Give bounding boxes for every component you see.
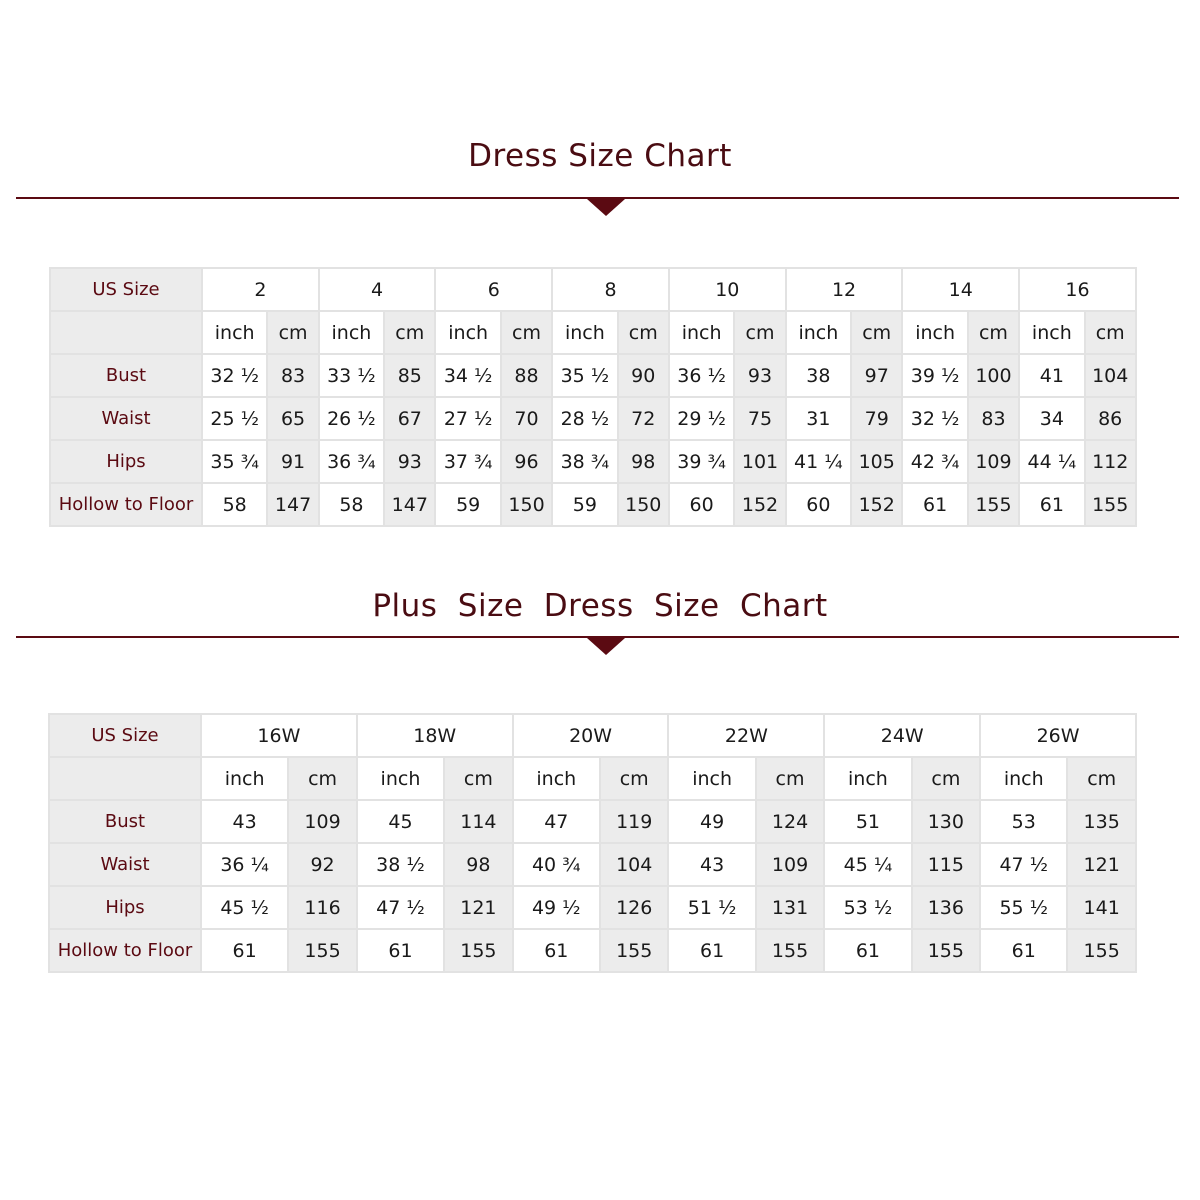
size-header-row (49, 714, 1136, 757)
measurement-row (49, 929, 1136, 972)
inch-value: 51 (824, 800, 911, 843)
inch-value: 61 (668, 929, 755, 972)
size-column-header: 10 (669, 268, 786, 311)
cm-value: 155 (600, 929, 669, 972)
cm-value: 155 (1085, 483, 1136, 526)
size-column-header: 12 (786, 268, 903, 311)
cm-value: 147 (267, 483, 318, 526)
measurement-row (50, 483, 1136, 526)
inch-value: 38 ¾ (552, 440, 617, 483)
cm-value: 86 (1085, 397, 1136, 440)
cm-value: 105 (851, 440, 902, 483)
divider-pointer (587, 638, 625, 655)
empty-label-cell (50, 311, 202, 354)
cm-value: 98 (444, 843, 513, 886)
cm-value: 155 (1067, 929, 1136, 972)
measurement-label: Waist (50, 397, 202, 440)
inch-value: 39 ¾ (669, 440, 734, 483)
inch-value: 25 ½ (202, 397, 267, 440)
unit-cm-header: cm (1067, 757, 1136, 800)
inch-value: 35 ¾ (202, 440, 267, 483)
cm-value: 114 (444, 800, 513, 843)
cm-value: 141 (1067, 886, 1136, 929)
unit-inch-header: inch (669, 311, 734, 354)
inch-value: 31 (786, 397, 851, 440)
cm-value: 155 (444, 929, 513, 972)
measurement-row (49, 886, 1136, 929)
cm-value: 116 (288, 886, 357, 929)
inch-value: 41 ¼ (786, 440, 851, 483)
inch-value: 59 (435, 483, 500, 526)
inch-value: 58 (202, 483, 267, 526)
inch-value: 36 ¼ (201, 843, 288, 886)
measurement-row (50, 397, 1136, 440)
unit-inch-header: inch (435, 311, 500, 354)
cm-value: 155 (756, 929, 825, 972)
cm-value: 109 (756, 843, 825, 886)
unit-cm-header: cm (288, 757, 357, 800)
cm-value: 75 (734, 397, 785, 440)
inch-value: 61 (513, 929, 600, 972)
cm-value: 124 (756, 800, 825, 843)
size-column-header: 16W (201, 714, 357, 757)
us-size-label: US Size (49, 714, 201, 757)
cm-value: 135 (1067, 800, 1136, 843)
cm-value: 104 (600, 843, 669, 886)
measurement-label: Bust (49, 800, 201, 843)
inch-value: 51 ½ (668, 886, 755, 929)
cm-value: 100 (968, 354, 1019, 397)
inch-value: 61 (824, 929, 911, 972)
cm-value: 109 (968, 440, 1019, 483)
cm-value: 90 (618, 354, 669, 397)
measurement-label: Waist (49, 843, 201, 886)
cm-value: 155 (288, 929, 357, 972)
cm-value: 121 (444, 886, 513, 929)
plus-size-chart-title: Plus Size Dress Size Chart (372, 588, 828, 624)
measurement-row (50, 354, 1136, 397)
inch-value: 58 (319, 483, 384, 526)
size-header-row (50, 268, 1136, 311)
unit-inch-header: inch (552, 311, 617, 354)
cm-value: 109 (288, 800, 357, 843)
size-column-header: 6 (435, 268, 552, 311)
cm-value: 104 (1085, 354, 1136, 397)
cm-value: 96 (501, 440, 552, 483)
size-column-header: 24W (824, 714, 980, 757)
cm-value: 101 (734, 440, 785, 483)
cm-value: 93 (734, 354, 785, 397)
unit-inch-header: inch (357, 757, 444, 800)
unit-cm-header: cm (618, 311, 669, 354)
cm-value: 70 (501, 397, 552, 440)
us-size-label: US Size (50, 268, 202, 311)
inch-value: 28 ½ (552, 397, 617, 440)
size-column-header: 8 (552, 268, 669, 311)
inch-value: 55 ½ (980, 886, 1067, 929)
cm-value: 150 (501, 483, 552, 526)
inch-value: 47 ½ (357, 886, 444, 929)
inch-value: 36 ¾ (319, 440, 384, 483)
unit-inch-header: inch (786, 311, 851, 354)
cm-value: 93 (384, 440, 435, 483)
inch-value: 61 (1019, 483, 1084, 526)
standard-size-table (49, 267, 1137, 527)
unit-inch-header: inch (319, 311, 384, 354)
size-column-header: 26W (980, 714, 1136, 757)
inch-value: 38 ½ (357, 843, 444, 886)
unit-inch-header: inch (902, 311, 967, 354)
measurement-label: Hips (50, 440, 202, 483)
inch-value: 43 (201, 800, 288, 843)
inch-value: 49 ½ (513, 886, 600, 929)
cm-value: 147 (384, 483, 435, 526)
unit-cm-header: cm (1085, 311, 1136, 354)
unit-cm-header: cm (501, 311, 552, 354)
cm-value: 150 (618, 483, 669, 526)
unit-cm-header: cm (600, 757, 669, 800)
inch-value: 40 ¾ (513, 843, 600, 886)
size-column-header: 16 (1019, 268, 1136, 311)
unit-inch-header: inch (1019, 311, 1084, 354)
inch-value: 39 ½ (902, 354, 967, 397)
unit-header-row (49, 757, 1136, 800)
unit-cm-header: cm (851, 311, 902, 354)
inch-value: 43 (668, 843, 755, 886)
inch-value: 26 ½ (319, 397, 384, 440)
unit-cm-header: cm (444, 757, 513, 800)
cm-value: 92 (288, 843, 357, 886)
inch-value: 59 (552, 483, 617, 526)
inch-value: 33 ½ (319, 354, 384, 397)
inch-value: 34 (1019, 397, 1084, 440)
cm-value: 83 (267, 354, 318, 397)
inch-value: 27 ½ (435, 397, 500, 440)
inch-value: 45 ½ (201, 886, 288, 929)
measurement-row (50, 440, 1136, 483)
inch-value: 53 ½ (824, 886, 911, 929)
unit-header-row (50, 311, 1136, 354)
unit-cm-header: cm (267, 311, 318, 354)
cm-value: 91 (267, 440, 318, 483)
measurement-row (49, 843, 1136, 886)
cm-value: 131 (756, 886, 825, 929)
inch-value: 36 ½ (669, 354, 734, 397)
size-column-header: 4 (319, 268, 436, 311)
measurement-row (49, 800, 1136, 843)
plus-size-table (48, 713, 1137, 973)
inch-value: 35 ½ (552, 354, 617, 397)
unit-inch-header: inch (980, 757, 1067, 800)
dress-size-chart-title: Dress Size Chart (468, 138, 732, 174)
cm-value: 72 (618, 397, 669, 440)
cm-value: 152 (734, 483, 785, 526)
inch-value: 34 ½ (435, 354, 500, 397)
size-column-header: 20W (513, 714, 669, 757)
inch-value: 38 (786, 354, 851, 397)
inch-value: 32 ½ (202, 354, 267, 397)
cm-value: 67 (384, 397, 435, 440)
measurement-label: Hollow to Floor (49, 929, 201, 972)
inch-value: 53 (980, 800, 1067, 843)
inch-value: 47 (513, 800, 600, 843)
inch-value: 42 ¾ (902, 440, 967, 483)
cm-value: 130 (912, 800, 981, 843)
measurement-label: Bust (50, 354, 202, 397)
inch-value: 45 (357, 800, 444, 843)
unit-inch-header: inch (668, 757, 755, 800)
unit-cm-header: cm (734, 311, 785, 354)
cm-value: 112 (1085, 440, 1136, 483)
size-column-header: 14 (902, 268, 1019, 311)
inch-value: 44 ¼ (1019, 440, 1084, 483)
inch-value: 45 ¼ (824, 843, 911, 886)
inch-value: 61 (980, 929, 1067, 972)
inch-value: 32 ½ (902, 397, 967, 440)
size-column-header: 22W (668, 714, 824, 757)
inch-value: 49 (668, 800, 755, 843)
cm-value: 65 (267, 397, 318, 440)
unit-inch-header: inch (513, 757, 600, 800)
unit-cm-header: cm (912, 757, 981, 800)
inch-value: 61 (902, 483, 967, 526)
empty-label-cell (49, 757, 201, 800)
unit-inch-header: inch (202, 311, 267, 354)
inch-value: 47 ½ (980, 843, 1067, 886)
cm-value: 97 (851, 354, 902, 397)
size-column-header: 2 (202, 268, 319, 311)
cm-value: 155 (968, 483, 1019, 526)
inch-value: 60 (786, 483, 851, 526)
unit-cm-header: cm (756, 757, 825, 800)
cm-value: 121 (1067, 843, 1136, 886)
cm-value: 155 (912, 929, 981, 972)
inch-value: 61 (357, 929, 444, 972)
cm-value: 119 (600, 800, 669, 843)
divider-pointer (587, 199, 625, 216)
inch-value: 61 (201, 929, 288, 972)
cm-value: 85 (384, 354, 435, 397)
cm-value: 98 (618, 440, 669, 483)
cm-value: 115 (912, 843, 981, 886)
cm-value: 79 (851, 397, 902, 440)
unit-cm-header: cm (968, 311, 1019, 354)
measurement-label: Hollow to Floor (50, 483, 202, 526)
measurement-label: Hips (49, 886, 201, 929)
cm-value: 136 (912, 886, 981, 929)
cm-value: 83 (968, 397, 1019, 440)
size-column-header: 18W (357, 714, 513, 757)
inch-value: 60 (669, 483, 734, 526)
cm-value: 88 (501, 354, 552, 397)
unit-inch-header: inch (824, 757, 911, 800)
inch-value: 29 ½ (669, 397, 734, 440)
cm-value: 126 (600, 886, 669, 929)
cm-value: 152 (851, 483, 902, 526)
inch-value: 41 (1019, 354, 1084, 397)
unit-cm-header: cm (384, 311, 435, 354)
inch-value: 37 ¾ (435, 440, 500, 483)
unit-inch-header: inch (201, 757, 288, 800)
